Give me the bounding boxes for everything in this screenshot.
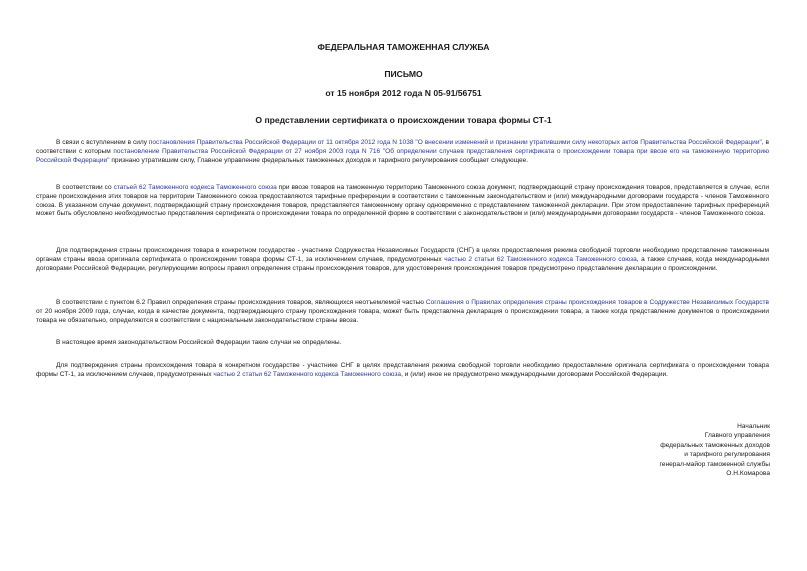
- p6-link-article-62-part-2[interactable]: частью 2 статьи 62 Таможенного кодекса Таможенного союза: [213, 370, 402, 378]
- agency-title: ФЕДЕРАЛЬНАЯ ТАМОЖЕННАЯ СЛУЖБА: [317, 42, 490, 52]
- signature-line-5: генерал-майор таможенной службы: [659, 460, 770, 468]
- paragraph-1: [36, 139, 769, 165]
- p2-text-2: при ввозе товаров на таможенную территорию Таможенного союза документ, подтверждающий страну происхождения товаров, представляется в случае, если стране происхождения этих товаров на территории Таможенного союза предоставляются тарифные преференции в соответствии с таможенным законодательством и (или) международными договорами государств - членов Таможенного союза. В указанном случае документ, подтверждающий страну происхождения товаров, представляется таможенному органу одновременно с представлением таможенной декларации. При этом предоставление тарифных преференций может быть обусловлено необходимостью представления сертификата о происхождении товара по определенной форме в соответствии с законодательством и (или) международными договорами государств - членов Таможенного союза.: [36, 184, 769, 218]
- signature-name: О.Н.Комарова: [726, 470, 770, 478]
- paragraph-5: В настоящее время законодательством Российской Федерации такие случаи не определены.: [56, 339, 342, 346]
- paragraph-4: [36, 299, 769, 325]
- document-date-number: от 15 ноября 2012 года N 05-91/56751: [325, 88, 482, 98]
- p1-text-1: В связи с вступлением в силу: [56, 139, 149, 146]
- signature-line-3: федеральных таможенных доходов: [660, 441, 770, 449]
- p1-text-3: признано утратившим силу, Главное управление федеральных таможенных доходов и тарифного регулирования сообщает следующее.: [109, 156, 529, 164]
- p1-text-2: , в соответствии с которым: [36, 139, 769, 155]
- p1-link-resolution-716[interactable]: постановление Правительства Российской Федерации от 27 ноября 2003 года N 716 "Об определении случаев представления сертификата о происхождении товара при ввозе его на таможенную территорию Российской Федерации": [36, 147, 769, 164]
- paragraph-6: [36, 362, 769, 380]
- p6-text-1: Для подтверждения страны происхождения товара в конкретном государстве - участнике СНГ в целях представления режима свободной торговли необходимо предоставление оригинала сертификата о происхождении товара формы СТ-1, за исключением случаев, предусмотренных: [36, 362, 769, 378]
- p4-text-2: от 20 ноября 2009 года, случаи, когда в качестве документа, подтверждающего страну происхождения товара, может быть представлена декларация о происхождении товара, а также когда представление документов о происхождении товара не обязательно, определяются в соответствии с национальным законодательством страны ввоза.: [36, 307, 769, 324]
- p4-link-cis-agreement[interactable]: Соглашения о Правилах определения страны происхождения товаров в Содружестве Независимых Государств: [425, 299, 769, 306]
- p2-text-1: В соответствии со: [56, 184, 114, 191]
- p3-text-2: , а также случаев, когда международными договорами Российской Федерации, регулирующими вопросы правил определения страны происхождения товаров, для удостоверения происхождения товаров предусмотрено представление декларации о происхождении.: [36, 255, 769, 272]
- signature-line-1: Начальник: [737, 423, 770, 430]
- p6-text-2: , и (или) иное не предусмотрено международными договорами Российской Федерации.: [401, 370, 669, 378]
- document-subject: О представлении сертификата о происхождении товара формы СТ-1: [255, 115, 552, 125]
- document-type: ПИСЬМО: [384, 69, 423, 79]
- p3-text-1: Для подтверждения страны происхождения товара в конкретном государстве - участнике Содружества Независимых Государств (СНГ) в целях предоставления режима свободной торговли необходимо представление таможенным органам страны ввоза оригинала сертификата о происхождении товара формы СТ-1, за исключением случаев, предусмотренных: [36, 247, 769, 263]
- p1-link-resolution-1038[interactable]: постановления Правительства Российской Федерации от 11 октября 2012 года N 1038 "О внесении изменений и признании утратившими силу некоторых актов Правительства Российской Федерации": [148, 139, 762, 146]
- p2-link-article-62[interactable]: статьей 62 Таможенного кодекса Таможенного союза: [113, 184, 277, 191]
- p4-text-1: В соответствии с пунктом 6.2 Правил определения страны происхождения товаров, являющихся неотъемлемой частью: [56, 299, 426, 306]
- signature-block: [660, 422, 770, 478]
- signature-line-4: и тарифного регулирования: [684, 451, 770, 459]
- signature-line-2: Главного управления: [704, 432, 770, 440]
- p3-link-article-62-part-2[interactable]: частью 2 статьи 62 Таможенного кодекса Таможенного союза: [444, 255, 637, 263]
- paragraph-2: [36, 184, 769, 219]
- paragraph-3: [36, 247, 769, 273]
